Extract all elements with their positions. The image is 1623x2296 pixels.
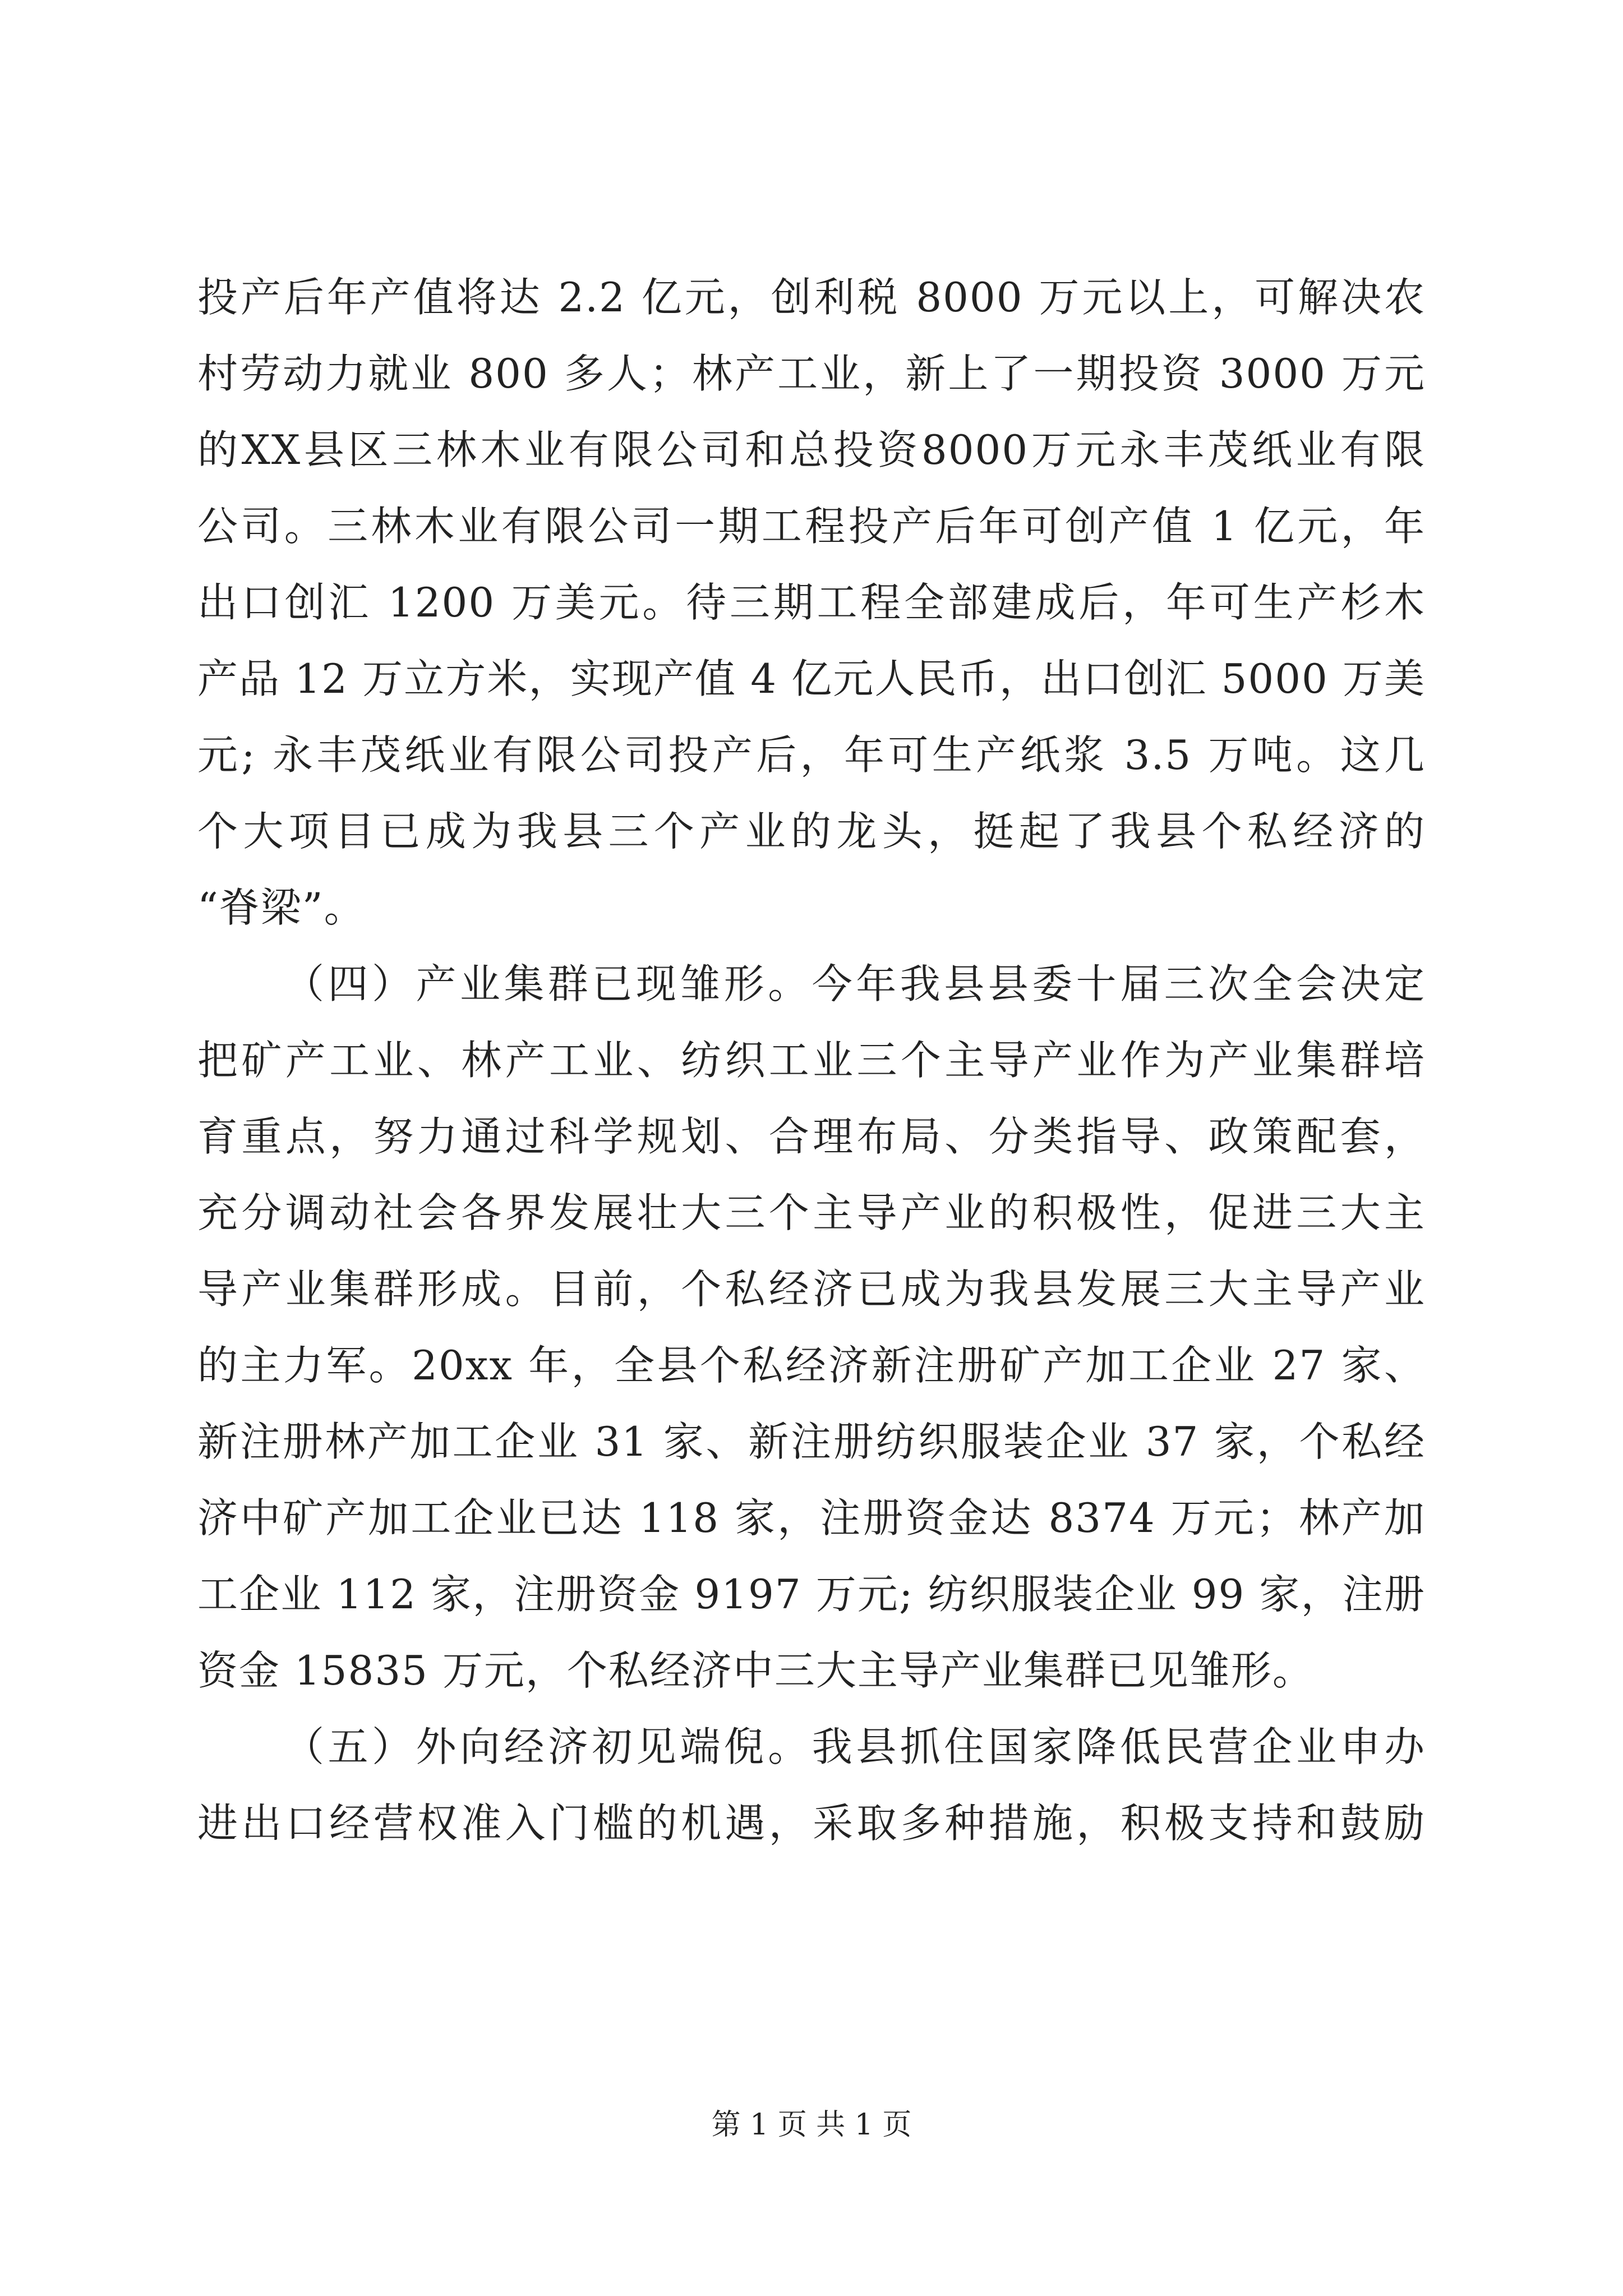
section-heading-line: （四）产业集群已现雏形。今年我县县委十届三次全会决定 (284, 960, 1426, 1007)
text-line: 的XX县区三林木业有限公司和总投资8000万元永丰茂纸业有限 (197, 426, 1426, 473)
text-line: 济中矿产加工企业已达 118 家，注册资金达 8374 万元；林产加 (197, 1494, 1426, 1542)
page-number: 第 1 页 共 1 页 (711, 2108, 912, 2142)
text-line: 把矿产工业、林产工业、纺织工业三个主导产业作为产业集群培 (197, 1037, 1426, 1084)
text-line: 产品 12 万立方米，实现产值 4 亿元人民币，出口创汇 5000 万美 (197, 655, 1426, 702)
text-line: 新注册林产加工企业 31 家、新注册纺织服装企业 37 家，个私经 (197, 1418, 1426, 1465)
document-body (197, 259, 1426, 1861)
text-line: 元; 永丰茂纸业有限公司投产后，年可生产纸浆 3.5 万吨。这几 (197, 731, 1426, 779)
text-line: 村劳动力就业 800 多人；林产工业，新上了一期投资 3000 万元 (197, 350, 1426, 397)
page-footer (0, 2101, 1623, 2143)
text-line: 公司。三林木业有限公司一期工程投产后年可创产值 1 亿元，年 (197, 503, 1426, 550)
text-line: 进出口经营权准入门槛的机遇，采取多种措施，积极支持和鼓励 (197, 1800, 1426, 1847)
text-line: 出口创汇 1200 万美元。待三期工程全部建成后，年可生产杉木 (197, 579, 1426, 626)
text-line: 工企业 112 家，注册资金 9197 万元; 纺织服装企业 99 家，注册 (197, 1571, 1426, 1618)
text-line: 导产业集群形成。目前，个私经济已成为我县发展三大主导产业 (197, 1266, 1426, 1313)
text-line: 资金 15835 万元，个私经济中三大主导产业集群已见雏形。 (197, 1647, 1314, 1694)
text-line: 的主力军。20xx 年，全县个私经济新注册矿产加工企业 27 家、 (197, 1342, 1426, 1389)
text-line: 投产后年产值将达 2.2 亿元，创利税 8000 万元以上，可解决农 (197, 274, 1426, 321)
text-line: 育重点，努力通过科学规划、合理布局、分类指导、政策配套， (197, 1113, 1426, 1160)
text-line: 个大项目已成为我县三个产业的龙头，挺起了我县个私经济的 (197, 808, 1426, 855)
section-heading-line: （五）外向经济初见端倪。我县抓住国家降低民营企业申办 (284, 1723, 1426, 1770)
text-line: “脊梁”。 (197, 884, 366, 931)
text-line: 充分调动社会各界发展壮大三个主导产业的积极性，促进三大主 (197, 1189, 1426, 1236)
